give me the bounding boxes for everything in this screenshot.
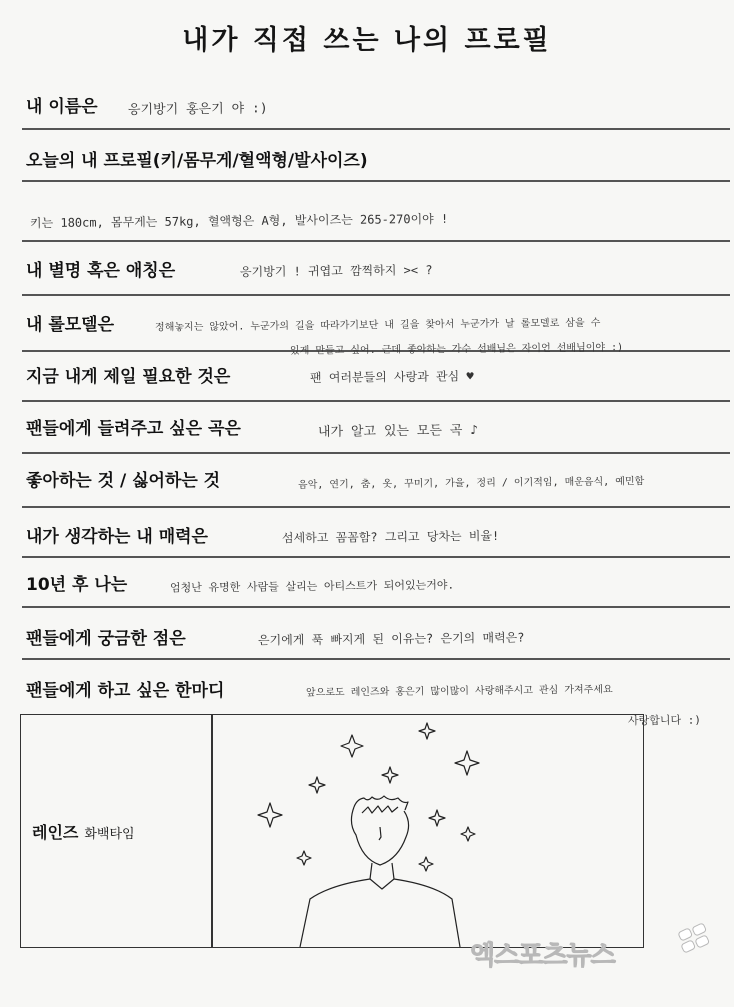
rule-line [22,128,730,130]
likes-dislikes-answer: 음악, 연기, 춤, 옷, 꾸미기, 가을, 정리 / 이기적임, 매운음식, 예민함 [297,476,645,491]
question-answer: 은기에게 푹 빠지게 된 이유는? 은기의 매력은? [257,630,525,648]
role-model-answer-continued: 있게 만들고 싶어. 근데 좋아하는 가수 선배님은 자이언 선배님이야 :) [289,342,624,357]
message-answer-continued: 사랑합니다 :) [627,713,702,728]
needed-label: 지금 내게 제일 필요한 것은 [26,367,231,387]
watermark: 엑스포츠뉴스 [470,941,615,971]
rule-line [22,658,730,660]
rule-line [22,294,730,296]
rule-line [22,606,730,608]
rule-line [22,556,730,558]
rule-line [22,506,730,508]
profile-stats-answer: 키는 180cm, 몸무게는 57kg, 혈액형은 A형, 발사이즈는 265-270이야 ! [29,211,449,231]
drawing-box-label-handwritten: 화백타임 [84,827,135,842]
role-model-label: 내 롤모델은 [26,315,115,335]
rule-line [22,400,730,402]
future-label: 10년 후 나는 [26,575,128,595]
name-answer: 응기방기 홍은기 야 :) [127,101,268,118]
nickname-label: 내 별명 혹은 애칭은 [26,261,176,281]
nickname-answer: 응기방기 ! 귀엽고 깜찍하지 >< ? [239,262,433,280]
needed-answer: 팬 여러분들의 사랑과 관심 ♥ [309,369,474,385]
drawing-box-label-group: 레인즈 [32,823,79,842]
self-portrait-drawing [212,715,642,947]
rule-line [22,240,730,242]
rule-line [22,180,730,182]
drawing-box-label [32,820,135,843]
rule-line [22,452,730,454]
charm-label: 내가 생각하는 내 매력은 [26,527,208,547]
song-label: 팬들에게 들려주고 싶은 곡은 [26,419,241,439]
charm-answer: 섬세하고 꼼꼼함? 그리고 당차는 비율! [281,528,500,546]
watermark-logo-icon [676,922,710,956]
page-title: 내가 직접 쓰는 나의 프로필 [182,25,552,56]
role-model-answer: 정해놓지는 않았어. 누군가의 길을 따라가기보단 내 길을 찾아서 누군가가 날 롤모델로 삼을 수 [154,317,601,334]
question-label: 팬들에게 궁금한 점은 [26,629,186,649]
song-answer: 내가 알고 있는 모든 곡 ♪ [317,423,479,440]
future-answer: 엄청난 유명한 사람들 살리는 아티스트가 되어있는거야. [169,578,455,595]
name-label: 내 이름은 [26,97,98,117]
message-answer: 앞으로도 레인즈와 홍은기 많이많이 사랑해주시고 관심 가져주세요 [305,684,613,699]
likes-dislikes-label: 좋아하는 것 / 싫어하는 것 [26,471,221,491]
message-label: 팬들에게 하고 싶은 한마디 [26,681,225,701]
profile-stats-label: 오늘의 내 프로필(키/몸무게/혈액형/발사이즈) [26,151,368,171]
